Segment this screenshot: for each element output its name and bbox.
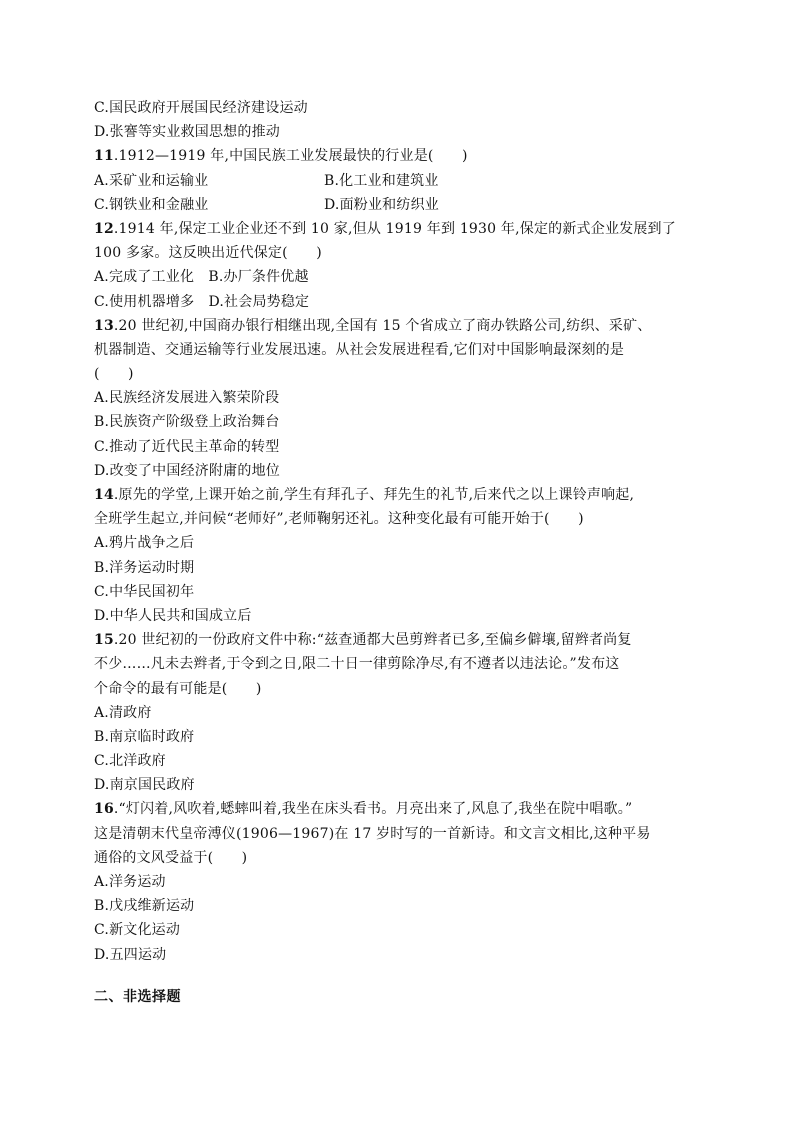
- question-text-line: 机器制造、交通运输等行业发展迅速。从社会发展进程看,它们对中国影响最深刻的是: [94, 341, 625, 358]
- question-stem-line: [94, 314, 704, 338]
- question-text-line: 这是清朝末代皇帝溥仪(1906—1967)在 17 岁时写的一首新诗。和文言文相比,这种平易: [94, 825, 651, 842]
- question-text-line: 通俗的文风受益于( ): [94, 849, 248, 866]
- question-text: .20 世纪初,中国商办银行相继出现,全国有 15 个省成立了商办铁路公司,纺织、采矿、: [113, 317, 652, 334]
- answer-option: C.新文化运动: [94, 922, 181, 939]
- answer-option: B.化工业和建筑业: [324, 172, 439, 189]
- question-number: 16: [94, 801, 114, 818]
- question-text: .“灯闪着,风吹着,蟋蟀叫着,我坐在床头看书。月亮出来了,风息了,我坐在院中唱歌。”: [113, 801, 633, 818]
- question-stem-line: [94, 483, 704, 507]
- answer-option: A.洋务运动: [94, 874, 166, 890]
- option-row: [94, 169, 704, 193]
- answer-option: B.南京临时政府: [94, 728, 195, 745]
- answer-option: D.改变了中国经济附庸的地位: [94, 462, 280, 479]
- option-row: [94, 193, 704, 217]
- question-text: .20 世纪初的一份政府文件中称:“兹查通都大邑剪辫者已多,至偏乡僻壤,留辫者尚复: [113, 632, 632, 649]
- question-number: 11: [94, 148, 114, 165]
- answer-option: B.民族资产阶级登上政治舞台: [94, 414, 280, 431]
- answer-option: D.南京国民政府: [94, 777, 195, 794]
- answer-option: A.采矿业和运输业: [94, 172, 209, 189]
- answer-option: C.钢铁业和金融业: [94, 196, 209, 213]
- answer-option: C.北洋政府: [94, 753, 166, 770]
- answer-option: D.五四运动: [94, 946, 167, 963]
- question-text-line: 全班学生起立,并问候“老师好”,老师鞠躬还礼。这种变化最有可能开始于( ): [94, 511, 584, 528]
- answer-option: C.中华民国初年: [94, 583, 195, 600]
- question-number: 13: [94, 317, 114, 334]
- question-text-line: 100 多家。这反映出近代保定( ): [94, 245, 322, 262]
- question-text: .原先的学堂,上课开始之前,学生有拜孔子、拜先生的礼节,后来代之以上课铃声响起,: [113, 487, 635, 503]
- question-stem-line: [94, 217, 704, 241]
- question-text-line: 个命令的最有可能是( ): [94, 680, 262, 697]
- answer-option: B.洋务运动时期: [94, 559, 195, 576]
- question-stem-line: [94, 797, 704, 821]
- answer-option: C.推动了近代民主革命的转型: [94, 438, 280, 455]
- answer-option: A.完成了工业化 B.办厂条件优越: [94, 269, 309, 286]
- question-number: 15: [94, 632, 114, 649]
- question-stem-line: [94, 628, 704, 652]
- question-text: .1914 年,保定工业企业还不到 10 家,但从 1919 年到 1930 年,保定的新式企业发展到了: [113, 220, 676, 237]
- answer-option: A.鸦片战争之后: [94, 535, 195, 552]
- answer-option: C.使用机器增多 D.社会局势稳定: [94, 293, 310, 310]
- section-title: 二、非选择题: [94, 989, 181, 1005]
- question-content: [94, 96, 704, 967]
- question-text-line: ( ): [94, 366, 134, 383]
- question-stem-line: [94, 144, 704, 168]
- question-text-line: 不少……凡未去辫者,于令到之日,限二十日一律剪除净尽,有不遵者以违法论。”发布这: [94, 656, 620, 673]
- answer-option: D.中华人民共和国成立后: [94, 607, 252, 624]
- question-text: .1912—1919 年,中国民族工业发展最快的行业是( ): [113, 148, 468, 165]
- question-number: 12: [94, 220, 114, 237]
- answer-option: B.戊戌维新运动: [94, 898, 195, 915]
- question-number: 14: [94, 487, 114, 503]
- answer-option: D.张謇等实业救国思想的推动: [94, 124, 280, 141]
- answer-option: A.清政府: [94, 704, 152, 721]
- answer-option: D.面粉业和纺织业: [324, 196, 439, 213]
- answer-option: A.民族经济发展进入繁荣阶段: [94, 390, 280, 407]
- answer-option: C.国民政府开展国民经济建设运动: [94, 100, 308, 116]
